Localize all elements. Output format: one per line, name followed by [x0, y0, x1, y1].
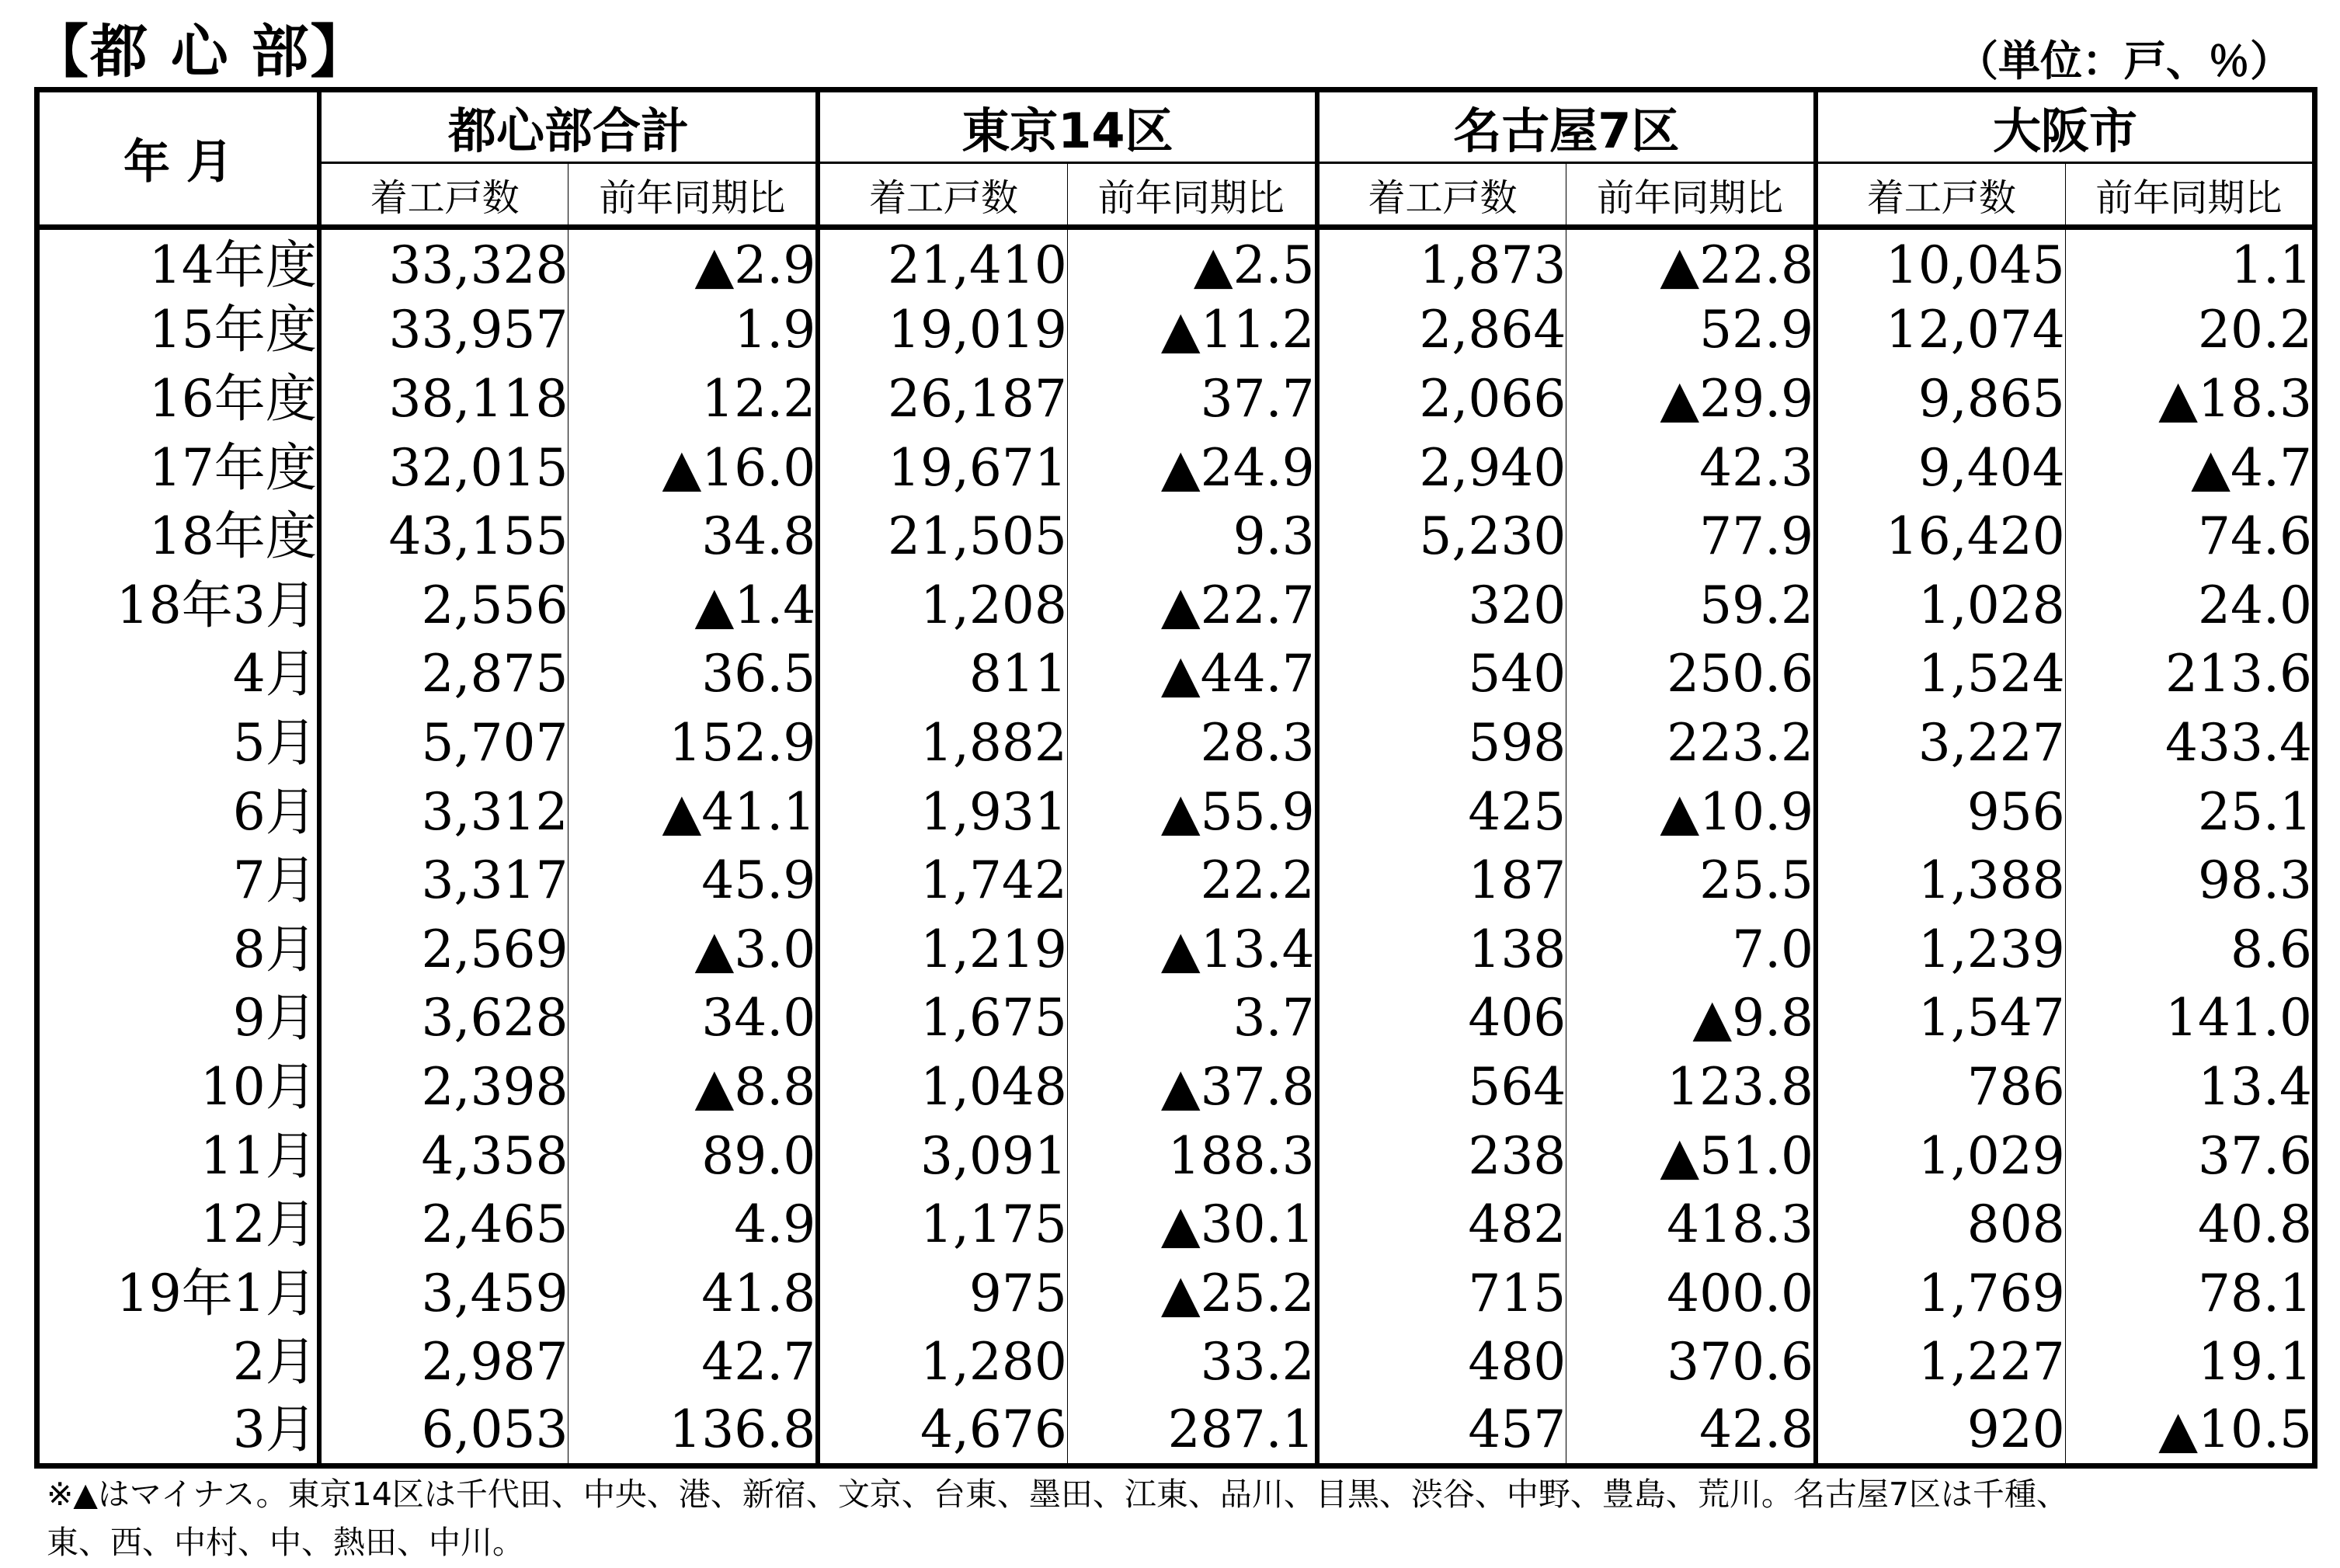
yoy-change-cell: ▲9.8 [1566, 984, 1816, 1053]
subcolumn-yoy: 前年同期比 [1067, 163, 1316, 228]
starts-count-cell: 19,671 [818, 433, 1067, 502]
region-header-row [37, 90, 2315, 163]
table-body [37, 228, 2315, 1466]
starts-count-cell: 1,280 [818, 1328, 1067, 1397]
table-row [37, 1053, 2315, 1122]
region-header-osaka: 大阪市 [1816, 90, 2314, 163]
starts-count-cell: 808 [1816, 1191, 2065, 1260]
yoy-change-cell: 41.8 [568, 1259, 818, 1328]
starts-count-cell: 1,388 [1816, 847, 2065, 916]
yoy-change-cell: 42.7 [568, 1328, 818, 1397]
yoy-change-cell: ▲2.5 [1067, 228, 1316, 297]
yoy-change-cell: ▲2.9 [568, 228, 818, 297]
yoy-change-cell: 19.1 [2198, 1332, 2312, 1392]
starts-count-cell: 1,873 [1317, 228, 1566, 297]
table-row [37, 1259, 2315, 1328]
yoy-change-cell: 4.9 [568, 1191, 818, 1260]
starts-count-cell: 482 [1317, 1191, 1566, 1260]
yoy-change-cell: 22.2 [1067, 847, 1316, 916]
row-header-year-month: 年 月 [37, 90, 319, 228]
row-label: 15年度 [37, 296, 319, 365]
yoy-change-cell: 59.2 [1566, 571, 1816, 640]
region-header-tokyo: 東京14区 [818, 90, 1316, 163]
yoy-change-cell: 45.9 [568, 847, 818, 916]
table-row [37, 915, 2315, 984]
starts-count-cell: 1,524 [1816, 640, 2065, 709]
yoy-change-cell: 123.8 [1566, 1053, 1816, 1122]
starts-count-cell: 425 [1317, 777, 1566, 847]
yoy-change-cell: 37.6 [2198, 1125, 2312, 1186]
yoy-change-cell: 40.8 [2198, 1194, 2312, 1255]
yoy-change-cell: 3.7 [1067, 984, 1316, 1053]
starts-count-cell: 1,227 [1816, 1328, 2065, 1397]
yoy-change-cell: 136.8 [568, 1397, 818, 1466]
starts-count-cell: 1,029 [1816, 1121, 2065, 1191]
header-bar [0, 0, 2340, 85]
starts-count-cell: 1,675 [818, 984, 1067, 1053]
row-label: 9月 [37, 984, 319, 1053]
yoy-change-cell: 52.9 [1566, 296, 1816, 365]
starts-count-cell: 1,048 [818, 1053, 1067, 1122]
yoy-change-cell: ▲30.1 [1067, 1191, 1316, 1260]
table-row [37, 228, 2315, 297]
starts-count-cell: 1,175 [818, 1191, 1067, 1260]
starts-count-cell: 43,155 [319, 502, 568, 572]
row-label: 18年3月 [37, 571, 319, 640]
row-label: 5月 [37, 709, 319, 778]
yoy-change-cell: 433.4 [2165, 712, 2312, 773]
table-row [37, 433, 2315, 502]
starts-count-cell: 32,015 [319, 433, 568, 502]
starts-count-cell: 1,208 [818, 571, 1067, 640]
yoy-change-cell: ▲51.0 [1566, 1121, 1816, 1191]
yoy-change-cell: 370.6 [1566, 1328, 1816, 1397]
starts-count-cell: 9,404 [1816, 433, 2065, 502]
yoy-change-cell: 400.0 [1566, 1259, 1816, 1328]
yoy-change-cell: ▲22.8 [1566, 228, 1816, 297]
page-title: 【都 心 部】 [31, 19, 370, 85]
starts-count-cell: 2,875 [319, 640, 568, 709]
starts-count-cell: 457 [1317, 1397, 1566, 1466]
yoy-change-cell: 42.3 [1566, 433, 1816, 502]
starts-count-cell: 598 [1317, 709, 1566, 778]
yoy-change-cell: 77.9 [1566, 502, 1816, 572]
starts-count-cell: 1,547 [1816, 984, 2065, 1053]
starts-count-cell: 2,569 [319, 915, 568, 984]
table-row [37, 1397, 2315, 1466]
yoy-change-cell: 25.5 [1566, 847, 1816, 916]
yoy-change-cell: 1.1 [2230, 235, 2312, 295]
starts-count-cell: 4,676 [818, 1397, 1067, 1466]
unit-label: （単位：戸、％） [1956, 37, 2292, 85]
footnote-line-2: 東、西、中村、中、熱田、中川。 [47, 1524, 524, 1561]
starts-count-cell: 2,864 [1317, 296, 1566, 365]
starts-count-cell: 38,118 [319, 365, 568, 434]
starts-count-cell: 16,420 [1816, 502, 2065, 572]
yoy-change-cell: ▲1.4 [568, 571, 818, 640]
yoy-change-cell: 78.1 [2198, 1263, 2312, 1323]
yoy-change-cell: 13.4 [2198, 1056, 2312, 1117]
yoy-change-cell: ▲37.8 [1067, 1053, 1316, 1122]
yoy-change-cell: 287.1 [1067, 1397, 1316, 1466]
yoy-change-cell: 89.0 [568, 1121, 818, 1191]
starts-count-cell: 187 [1317, 847, 1566, 916]
yoy-change-cell: 34.8 [568, 502, 818, 572]
subcolumn-starts: 着工戸数 [1816, 163, 2065, 228]
starts-count-cell: 4,358 [319, 1121, 568, 1191]
region-header-total: 都心部合計 [319, 90, 818, 163]
yoy-change-cell: 24.0 [2198, 575, 2312, 635]
yoy-change-cell: 37.7 [1067, 365, 1316, 434]
yoy-change-cell: 418.3 [1566, 1191, 1816, 1260]
starts-count-cell: 2,987 [319, 1328, 568, 1397]
starts-count-cell: 540 [1317, 640, 1566, 709]
row-label: 6月 [37, 777, 319, 847]
row-label: 17年度 [37, 433, 319, 502]
yoy-change-cell: 152.9 [568, 709, 818, 778]
table-row [37, 640, 2315, 709]
housing-starts-table [34, 87, 2317, 1469]
row-label: 14年度 [37, 228, 319, 297]
yoy-change-cell: ▲29.9 [1566, 365, 1816, 434]
table-row [37, 1121, 2315, 1191]
subcolumn-starts: 着工戸数 [1317, 163, 1566, 228]
starts-count-cell: 5,707 [319, 709, 568, 778]
starts-count-cell: 3,227 [1816, 709, 2065, 778]
starts-count-cell: 3,312 [319, 777, 568, 847]
yoy-change-cell: ▲16.0 [568, 433, 818, 502]
starts-count-cell: 6,053 [319, 1397, 568, 1466]
starts-count-cell: 715 [1317, 1259, 1566, 1328]
starts-count-cell: 19,019 [818, 296, 1067, 365]
starts-count-cell: 975 [818, 1259, 1067, 1328]
yoy-change-cell: 28.3 [1067, 709, 1316, 778]
yoy-change-cell: 1.9 [568, 296, 818, 365]
starts-count-cell: 33,328 [319, 228, 568, 297]
table-row [37, 571, 2315, 640]
starts-count-cell: 5,230 [1317, 502, 1566, 572]
starts-count-cell: 3,317 [319, 847, 568, 916]
starts-count-cell: 786 [1816, 1053, 2065, 1122]
starts-count-cell: 21,410 [818, 228, 1067, 297]
yoy-change-cell: ▲10.5 [2158, 1399, 2312, 1460]
starts-count-cell: 3,091 [818, 1121, 1067, 1191]
subcolumn-header-row [37, 163, 2315, 228]
row-label: 7月 [37, 847, 319, 916]
yoy-change-cell: 213.6 [2165, 644, 2312, 704]
yoy-change-cell: ▲22.7 [1067, 571, 1316, 640]
region-header-nagoya: 名古屋7区 [1317, 90, 1816, 163]
table-row [37, 502, 2315, 572]
starts-count-cell: 9,865 [1816, 365, 2065, 434]
starts-count-cell: 3,628 [319, 984, 568, 1053]
subcolumn-yoy: 前年同期比 [1566, 163, 1816, 228]
starts-count-cell: 480 [1317, 1328, 1566, 1397]
yoy-change-cell: ▲4.7 [2191, 437, 2312, 498]
subcolumn-starts: 着工戸数 [818, 163, 1067, 228]
starts-count-cell: 406 [1317, 984, 1566, 1053]
subcolumn-starts: 着工戸数 [319, 163, 568, 228]
yoy-change-cell: 36.5 [568, 640, 818, 709]
row-label: 11月 [37, 1121, 319, 1191]
yoy-change-cell: ▲18.3 [2158, 368, 2312, 429]
yoy-change-cell: ▲10.9 [1566, 777, 1816, 847]
yoy-change-cell: 12.2 [568, 365, 818, 434]
starts-count-cell: 920 [1816, 1397, 2065, 1466]
starts-count-cell: 2,066 [1317, 365, 1566, 434]
yoy-change-cell: 74.6 [2198, 506, 2312, 567]
row-label: 16年度 [37, 365, 319, 434]
yoy-change-cell: 20.2 [2198, 300, 2312, 360]
starts-count-cell: 1,882 [818, 709, 1067, 778]
table-row [37, 1191, 2315, 1260]
table-row [37, 984, 2315, 1053]
starts-count-cell: 1,742 [818, 847, 1067, 916]
row-label: 12月 [37, 1191, 319, 1260]
yoy-change-cell: 8.6 [2230, 919, 2312, 979]
table-row [37, 709, 2315, 778]
starts-count-cell: 12,074 [1816, 296, 2065, 365]
starts-count-cell: 1,931 [818, 777, 1067, 847]
starts-count-cell: 956 [1816, 777, 2065, 847]
starts-count-cell: 1,769 [1816, 1259, 2065, 1328]
subcolumn-yoy: 前年同期比 [2065, 163, 2314, 228]
footnote [47, 1470, 2314, 1566]
starts-count-cell: 10,045 [1816, 228, 2065, 297]
row-label: 2月 [37, 1328, 319, 1397]
table-row [37, 1328, 2315, 1397]
starts-count-cell: 21,505 [818, 502, 1067, 572]
starts-count-cell: 320 [1317, 571, 1566, 640]
table-row [37, 847, 2315, 916]
yoy-change-cell: ▲25.2 [1067, 1259, 1316, 1328]
yoy-change-cell: 33.2 [1067, 1328, 1316, 1397]
starts-count-cell: 138 [1317, 915, 1566, 984]
yoy-change-cell: ▲44.7 [1067, 640, 1316, 709]
starts-count-cell: 26,187 [818, 365, 1067, 434]
table-row [37, 296, 2315, 365]
footnote-line-1: ※▲はマイナス。東京14区は千代田、中央、港、新宿、文京、台東、墨田、江東、品川、目黒、渋谷、中野、豊島、荒川。名古屋7区は千種、 [47, 1476, 2068, 1513]
starts-count-cell: 2,465 [319, 1191, 568, 1260]
yoy-change-cell: ▲11.2 [1067, 296, 1316, 365]
starts-count-cell: 33,957 [319, 296, 568, 365]
starts-count-cell: 2,940 [1317, 433, 1566, 502]
yoy-change-cell: ▲24.9 [1067, 433, 1316, 502]
starts-count-cell: 2,556 [319, 571, 568, 640]
subcolumn-yoy: 前年同期比 [568, 163, 818, 228]
starts-count-cell: 238 [1317, 1121, 1566, 1191]
row-label: 8月 [37, 915, 319, 984]
yoy-change-cell: ▲8.8 [568, 1053, 818, 1122]
row-label: 3月 [37, 1397, 319, 1466]
starts-count-cell: 1,239 [1816, 915, 2065, 984]
table-row [37, 777, 2315, 847]
yoy-change-cell: 223.2 [1566, 709, 1816, 778]
row-label: 18年度 [37, 502, 319, 572]
yoy-change-cell: 98.3 [2198, 850, 2312, 911]
yoy-change-cell: 250.6 [1566, 640, 1816, 709]
yoy-change-cell: ▲55.9 [1067, 777, 1316, 847]
starts-count-cell: 2,398 [319, 1053, 568, 1122]
yoy-change-cell: ▲13.4 [1067, 915, 1316, 984]
starts-count-cell: 3,459 [319, 1259, 568, 1328]
yoy-change-cell: 141.0 [2165, 988, 2312, 1048]
row-label: 19年1月 [37, 1259, 319, 1328]
yoy-change-cell: 188.3 [1067, 1121, 1316, 1191]
yoy-change-cell: 34.0 [568, 984, 818, 1053]
yoy-change-cell: 7.0 [1566, 915, 1816, 984]
starts-count-cell: 811 [818, 640, 1067, 709]
yoy-change-cell: ▲3.0 [568, 915, 818, 984]
starts-count-cell: 564 [1317, 1053, 1566, 1122]
table-row [37, 365, 2315, 434]
yoy-change-cell: 42.8 [1566, 1397, 1816, 1466]
yoy-change-cell: ▲41.1 [568, 777, 818, 847]
row-label: 4月 [37, 640, 319, 709]
yoy-change-cell: 9.3 [1067, 502, 1316, 572]
row-label: 10月 [37, 1053, 319, 1122]
starts-count-cell: 1,028 [1816, 571, 2065, 640]
starts-count-cell: 1,219 [818, 915, 1067, 984]
yoy-change-cell: 25.1 [2198, 781, 2312, 842]
